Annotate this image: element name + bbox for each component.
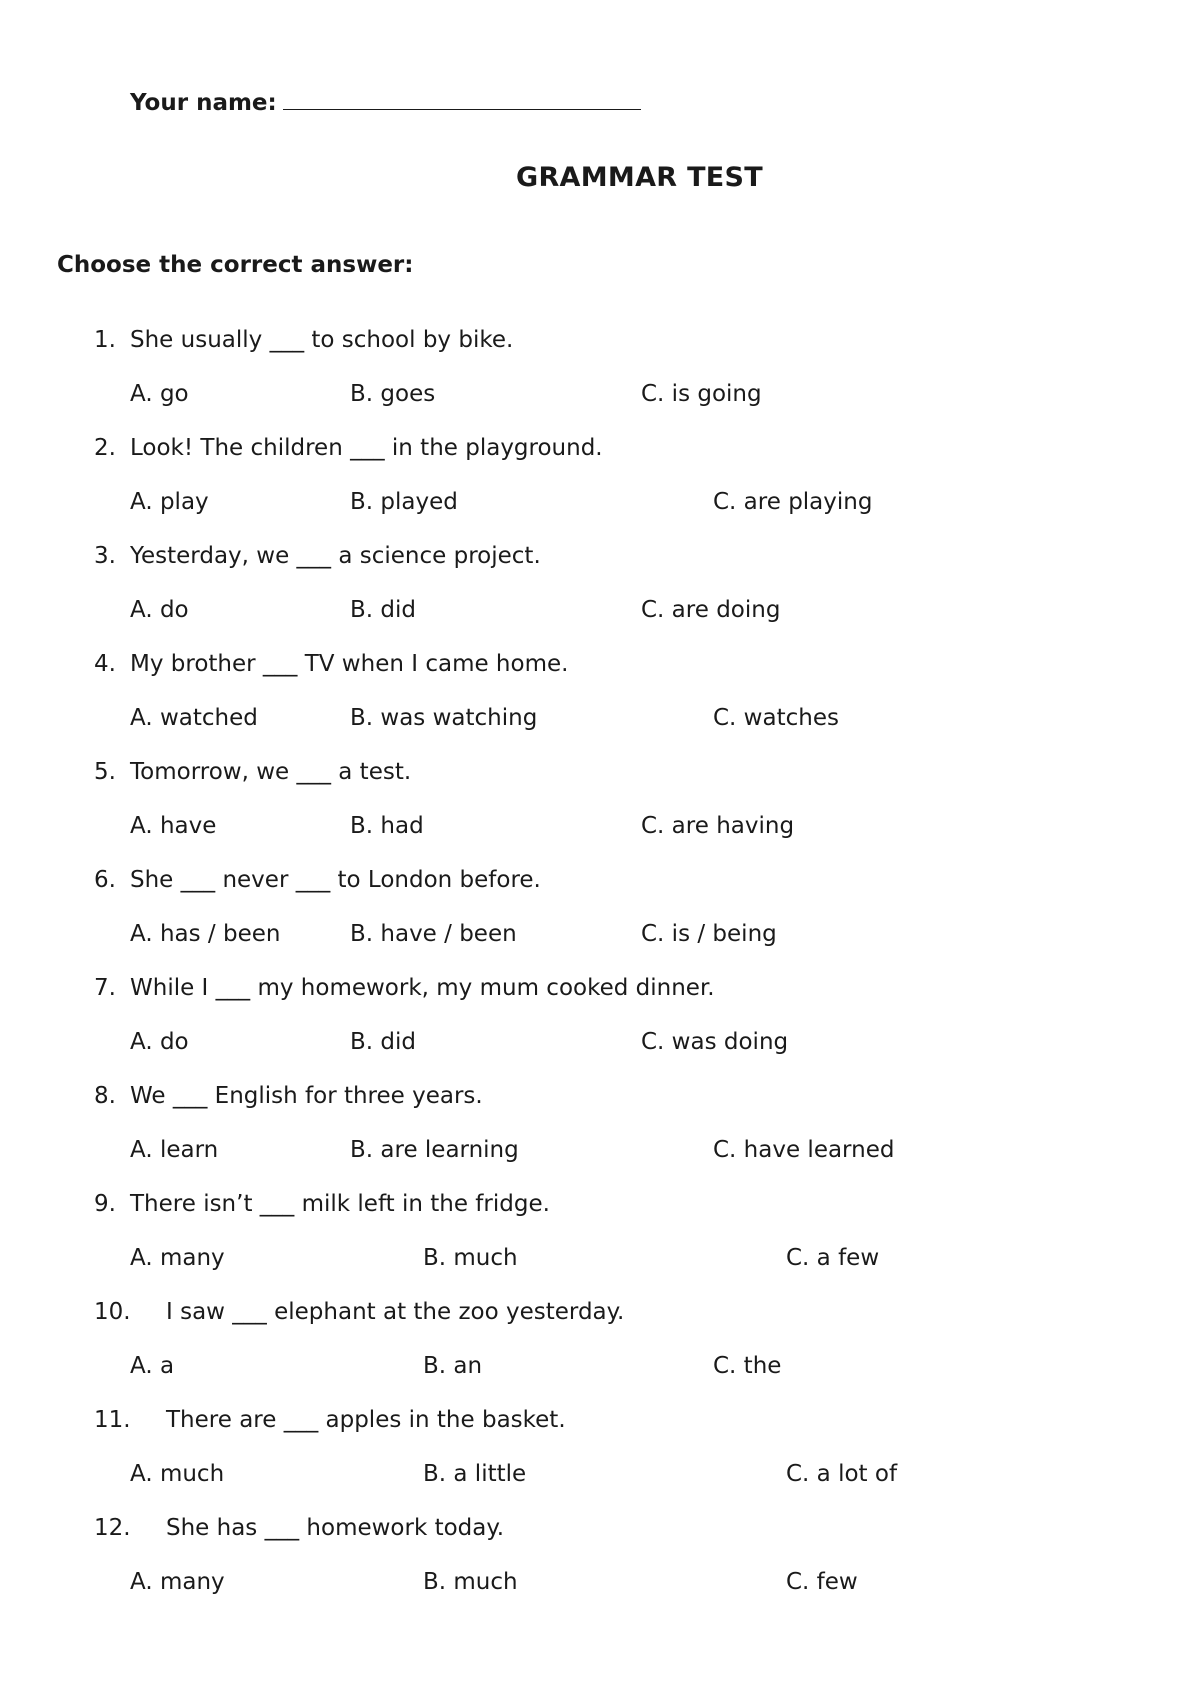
question-number: 10. (94, 1299, 131, 1325)
question-number: 8. (94, 1083, 116, 1109)
name-label: Your name: (130, 90, 277, 116)
option-c[interactable]: C. is going (641, 381, 762, 407)
question-stem (94, 970, 715, 1006)
question-item (0, 322, 1200, 430)
question-number: 7. (94, 975, 116, 1001)
option-b[interactable]: B. played (350, 489, 458, 515)
question-stem (94, 538, 541, 574)
option-a[interactable]: A. do (130, 1029, 189, 1055)
option-a[interactable]: A. a (130, 1353, 175, 1379)
question-number: 6. (94, 867, 116, 893)
question-text: She has ___ homework today. (166, 1515, 505, 1541)
question-number: 4. (94, 651, 116, 677)
question-item (0, 754, 1200, 862)
question-number: 12. (94, 1515, 131, 1541)
instruction-text: Choose the correct answer: (57, 252, 414, 278)
option-a[interactable]: A. watched (130, 705, 258, 731)
option-b[interactable]: B. much (423, 1569, 518, 1595)
question-stem (94, 754, 412, 790)
option-c[interactable]: C. are having (641, 813, 795, 839)
question-item (0, 1078, 1200, 1186)
option-b[interactable]: B. did (350, 1029, 416, 1055)
option-c[interactable]: C. a lot of (786, 1461, 898, 1487)
option-c[interactable]: C. watches (713, 705, 839, 731)
option-b[interactable]: B. did (350, 597, 416, 623)
question-text: There isn’t ___ milk left in the fridge. (130, 1191, 550, 1217)
question-number: 2. (94, 435, 116, 461)
question-text: My brother ___ TV when I came home. (130, 651, 569, 677)
question-stem (94, 1294, 625, 1330)
option-c[interactable]: C. have learned (713, 1137, 895, 1163)
option-c[interactable]: C. the (713, 1353, 782, 1379)
question-stem (94, 1078, 483, 1114)
option-a[interactable]: A. have (130, 813, 217, 839)
question-number: 1. (94, 327, 116, 353)
question-text: I saw ___ elephant at the zoo yesterday. (166, 1299, 625, 1325)
option-a[interactable]: A. learn (130, 1137, 219, 1163)
question-number: 3. (94, 543, 116, 569)
question-item (0, 538, 1200, 646)
option-b[interactable]: B. was watching (350, 705, 538, 731)
option-a[interactable]: A. many (130, 1245, 225, 1271)
option-a[interactable]: A. go (130, 381, 189, 407)
option-b[interactable]: B. much (423, 1245, 518, 1271)
option-a[interactable]: A. do (130, 597, 189, 623)
option-b[interactable]: B. goes (350, 381, 436, 407)
question-text: While I ___ my homework, my mum cooked dinner. (130, 975, 715, 1001)
question-item (0, 862, 1200, 970)
question-item (0, 1294, 1200, 1402)
question-item (0, 430, 1200, 538)
option-c[interactable]: C. was doing (641, 1029, 789, 1055)
question-text: Yesterday, we ___ a science project. (130, 543, 541, 569)
option-a[interactable]: A. many (130, 1569, 225, 1595)
question-number: 11. (94, 1407, 131, 1433)
question-text: There are ___ apples in the basket. (166, 1407, 566, 1433)
option-b[interactable]: B. an (423, 1353, 483, 1379)
question-stem (94, 1186, 550, 1222)
option-b[interactable]: B. a little (423, 1461, 527, 1487)
option-b[interactable]: B. are learning (350, 1137, 519, 1163)
option-a[interactable]: A. play (130, 489, 209, 515)
option-a[interactable]: A. has / been (130, 921, 281, 947)
name-blank-line[interactable] (283, 82, 641, 110)
question-text: We ___ English for three years. (130, 1083, 483, 1109)
question-item (0, 1402, 1200, 1510)
question-item (0, 646, 1200, 754)
option-c[interactable]: C. are doing (641, 597, 781, 623)
option-c[interactable]: C. a few (786, 1245, 880, 1271)
option-c[interactable]: C. is / being (641, 921, 777, 947)
page-title: GRAMMAR TEST (516, 162, 763, 193)
option-c[interactable]: C. are playing (713, 489, 873, 515)
question-number: 5. (94, 759, 116, 785)
question-text: She usually ___ to school by bike. (130, 327, 514, 353)
option-b[interactable]: B. had (350, 813, 424, 839)
question-number: 9. (94, 1191, 116, 1217)
question-text: Look! The children ___ in the playground. (130, 435, 603, 461)
question-list (0, 322, 1200, 1618)
question-text: She ___ never ___ to London before. (130, 867, 541, 893)
option-c[interactable]: C. few (786, 1569, 858, 1595)
name-field[interactable] (130, 82, 641, 121)
question-item (0, 1510, 1200, 1618)
question-item (0, 970, 1200, 1078)
question-stem (94, 430, 603, 466)
question-text: Tomorrow, we ___ a test. (130, 759, 412, 785)
question-stem (94, 646, 569, 682)
question-stem (94, 862, 541, 898)
question-item (0, 1186, 1200, 1294)
question-stem (94, 322, 514, 358)
option-a[interactable]: A. much (130, 1461, 225, 1487)
question-stem (94, 1510, 505, 1546)
question-stem (94, 1402, 566, 1438)
option-b[interactable]: B. have / been (350, 921, 517, 947)
